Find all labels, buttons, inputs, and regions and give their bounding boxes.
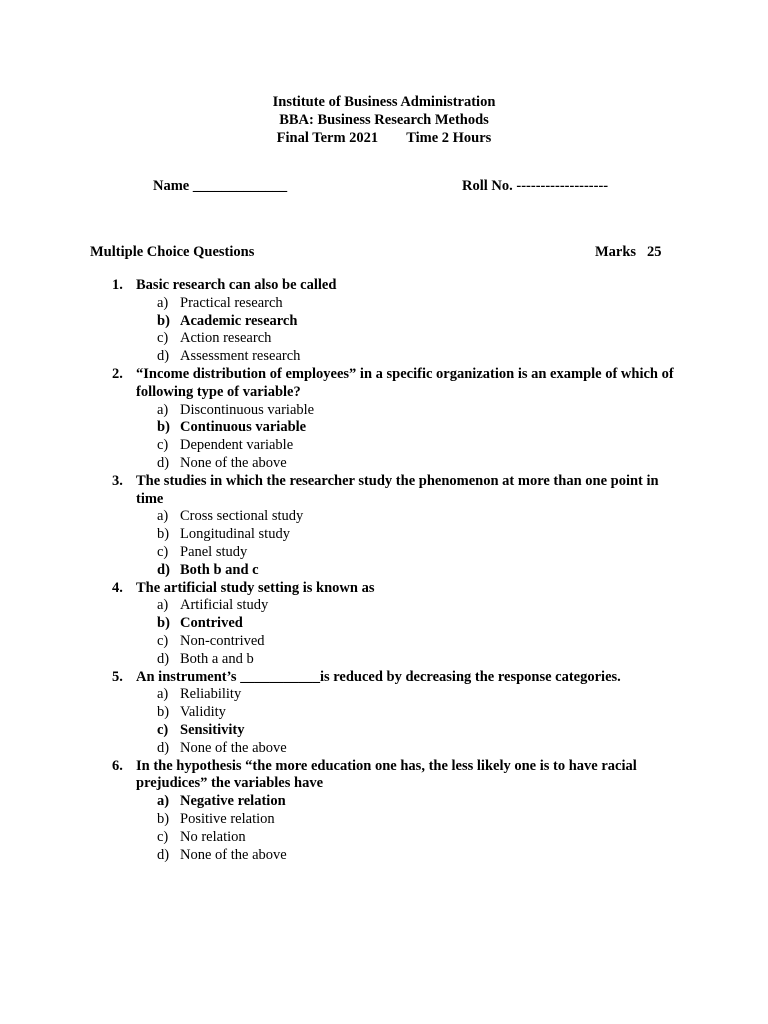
option-text: Cross sectional study	[180, 508, 304, 525]
option-label: b)	[157, 419, 170, 436]
option-label: a)	[157, 686, 169, 703]
option-text: None of the above	[180, 846, 287, 863]
question-text: An instrument’s ___________is reduced by decreasing the response categories.	[136, 668, 621, 685]
section-title: Multiple Choice Questions	[90, 244, 255, 260]
question-text: The artificial study setting is known as	[136, 579, 375, 596]
option-d	[157, 651, 692, 669]
option-text: Non-contrived	[180, 632, 265, 649]
marks-info	[595, 244, 661, 261]
question-stem	[112, 277, 692, 295]
option-b	[157, 526, 692, 544]
option-list	[157, 793, 692, 864]
option-label: c)	[157, 828, 169, 845]
option-d	[157, 847, 692, 865]
term-line	[0, 129, 768, 147]
option-c	[157, 544, 692, 562]
option-a-correct	[157, 793, 692, 811]
option-b	[157, 811, 692, 829]
option-list	[157, 508, 692, 579]
option-text: Contrived	[180, 615, 243, 632]
option-text: Artificial study	[180, 597, 269, 614]
option-text: Validity	[180, 704, 226, 721]
question-stem	[112, 758, 692, 794]
option-label: a)	[157, 793, 170, 810]
option-c	[157, 330, 692, 348]
option-text: Assessment research	[180, 348, 301, 365]
question-number: 5.	[112, 668, 123, 685]
exam-header	[0, 93, 768, 147]
option-list	[157, 597, 692, 668]
question-text: “Income distribution of employees” in a specific organization is an example of which of following type of variable?	[136, 365, 674, 400]
question-stem	[112, 580, 692, 598]
option-text: No relation	[180, 828, 246, 845]
option-text: Academic research	[180, 312, 298, 329]
question-3	[112, 473, 692, 580]
option-a	[157, 508, 692, 526]
name-field: Name _____________	[153, 178, 288, 194]
option-a	[157, 295, 692, 313]
marks-value: 25	[646, 244, 662, 260]
option-c	[157, 437, 692, 455]
option-a	[157, 597, 692, 615]
option-label: d)	[157, 650, 170, 667]
option-b-correct	[157, 419, 692, 437]
option-label: b)	[157, 526, 170, 543]
option-text: Panel study	[180, 543, 248, 560]
option-label: b)	[157, 810, 170, 827]
option-b-correct	[157, 615, 692, 633]
option-b	[157, 704, 692, 722]
option-text: Positive relation	[180, 810, 275, 827]
option-a	[157, 686, 692, 704]
option-text: None of the above	[180, 454, 287, 471]
question-4	[112, 580, 692, 669]
option-label: c)	[157, 330, 169, 347]
option-list	[157, 402, 692, 473]
option-label: a)	[157, 508, 169, 525]
time-label: Time 2 Hours	[406, 130, 492, 146]
option-list	[157, 686, 692, 757]
option-text: Both a and b	[180, 650, 254, 667]
option-text: Practical research	[180, 294, 283, 311]
option-label: d)	[157, 739, 170, 756]
option-text: Action research	[180, 330, 272, 347]
option-label: b)	[157, 615, 170, 632]
option-text: Discontinuous variable	[180, 401, 315, 418]
option-d-correct	[157, 562, 692, 580]
option-d	[157, 740, 692, 758]
question-5	[112, 669, 692, 758]
marks-label: Marks	[595, 244, 637, 260]
option-text: Continuous variable	[180, 419, 307, 436]
term-label: Final Term 2021	[276, 130, 379, 146]
question-number: 3.	[112, 472, 123, 489]
option-d	[157, 455, 692, 473]
option-label: c)	[157, 543, 169, 560]
option-a	[157, 402, 692, 420]
option-label: a)	[157, 597, 169, 614]
roll-number-field: Roll No. -------------------	[462, 178, 609, 194]
option-text: None of the above	[180, 739, 287, 756]
question-1	[112, 277, 692, 366]
option-label: a)	[157, 401, 169, 418]
option-label: d)	[157, 348, 170, 365]
option-label: c)	[157, 632, 169, 649]
option-label: c)	[157, 437, 169, 454]
option-label: d)	[157, 561, 170, 578]
option-label: b)	[157, 312, 170, 329]
question-list	[112, 277, 692, 864]
option-c-correct	[157, 722, 692, 740]
question-stem	[112, 473, 692, 509]
option-list	[157, 295, 692, 366]
question-text: Basic research can also be called	[136, 277, 337, 293]
option-label: d)	[157, 454, 170, 471]
option-text: Longitudinal study	[180, 526, 290, 543]
option-text: Reliability	[180, 686, 242, 703]
option-b-correct	[157, 313, 692, 331]
course-title: BBA: Business Research Methods	[279, 112, 489, 128]
option-d	[157, 348, 692, 366]
institute-name: Institute of Business Administration	[272, 94, 496, 110]
question-number: 2.	[112, 365, 123, 382]
question-stem	[112, 669, 692, 687]
question-number: 4.	[112, 579, 123, 596]
option-text: Negative relation	[180, 793, 286, 810]
option-label: a)	[157, 294, 169, 311]
question-number: 1.	[112, 277, 123, 293]
option-text: Both b and c	[180, 561, 259, 578]
option-label: b)	[157, 704, 170, 721]
question-6	[112, 758, 692, 865]
question-stem	[112, 366, 692, 402]
option-c	[157, 829, 692, 847]
question-text: The studies in which the researcher study the phenomenon at more than one point in time	[136, 472, 659, 507]
option-label: c)	[157, 721, 169, 738]
option-label: d)	[157, 846, 170, 863]
option-text: Sensitivity	[180, 721, 245, 738]
question-text: In the hypothesis “the more education one has, the less likely one is to have racial prejudices” the variables have	[136, 757, 637, 792]
question-2	[112, 366, 692, 473]
option-c	[157, 633, 692, 651]
question-number: 6.	[112, 757, 123, 774]
option-text: Dependent variable	[180, 437, 294, 454]
